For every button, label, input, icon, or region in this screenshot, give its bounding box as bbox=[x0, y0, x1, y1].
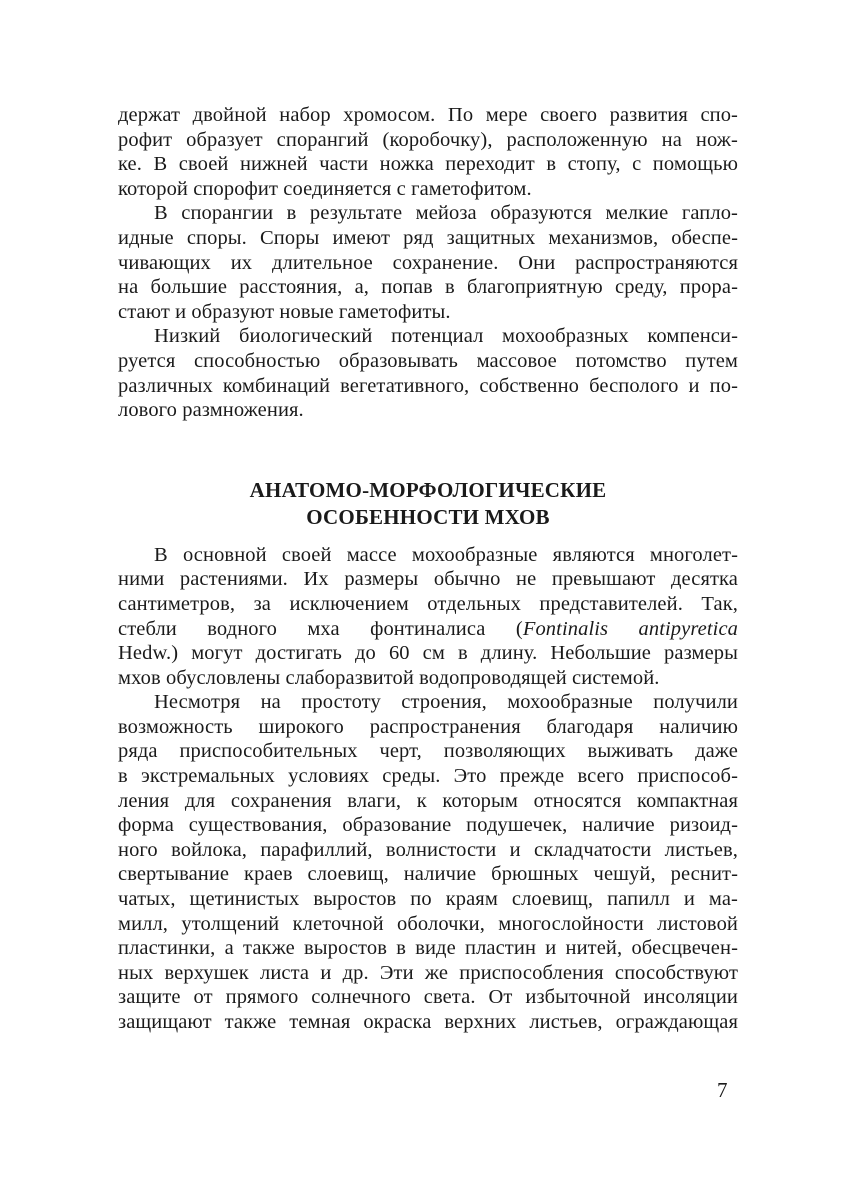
page-body bbox=[118, 103, 738, 1035]
text-line: идные споры. Споры имеют ряд защитных механизмов, обеспе- bbox=[118, 226, 738, 249]
text-line-with-latin-name bbox=[118, 617, 738, 642]
text-line: стают и образуют новые гаметофиты. bbox=[118, 300, 451, 323]
paragraph bbox=[118, 103, 738, 201]
text-fragment: стебли водного мха фонтиналиса ( bbox=[118, 617, 523, 640]
text-line: ке. В своей нижней части ножка переходит в стопу, с помощью bbox=[118, 153, 738, 176]
text-line: на большие расстояния, а, попав в благоприятную среду, прора- bbox=[118, 276, 738, 299]
paragraph bbox=[118, 201, 738, 324]
text-line: Hedw.) могут достигать до 60 см в длину. Небольшие размеры bbox=[118, 642, 738, 665]
text-line: ряда приспособительных черт, позволяющих выживать даже bbox=[118, 740, 738, 763]
text-line: держат двойной набор хромосом. По мере своего развития спо- bbox=[118, 104, 738, 126]
text-line: В спорангии в результате мейоза образуются мелкие гапло- bbox=[154, 202, 738, 225]
text-line: которой спорофит соединяется с гаметофитом. bbox=[118, 177, 532, 200]
heading-line: ОСОБЕННОСТИ МХОВ bbox=[306, 504, 550, 529]
page-number: 7 bbox=[717, 1078, 728, 1102]
text-line: Низкий биологический потенциал мохообразных компенси- bbox=[154, 325, 738, 348]
paragraph bbox=[118, 324, 738, 422]
text-line: ления для сохранения влаги, к которым относятся компактная bbox=[118, 789, 738, 812]
text-line: Несмотря на простоту строения, мохообразные получили bbox=[154, 691, 738, 714]
text-line: В основной своей массе мохообразные являются многолет- bbox=[154, 543, 738, 566]
text-line: пластинки, а также выростов в виде пластин и нитей, обесцвечен- bbox=[118, 937, 738, 960]
text-line: чатых, щетинистых выростов по краям слоевищ, папилл и ма- bbox=[118, 888, 738, 911]
text-line: мхов обусловлены слаборазвитой водопроводящей системой. bbox=[118, 666, 660, 689]
text-line: свертывание краев слоевищ, наличие брюшных чешуй, реснит- bbox=[118, 863, 738, 886]
text-line: сантиметров, за исключением отдельных представителей. Так, bbox=[118, 592, 738, 615]
text-line: возможность широкого распространения благодаря наличию bbox=[118, 715, 738, 738]
heading-line: АНАТОМО-МОРФОЛОГИЧЕСКИЕ bbox=[249, 477, 607, 502]
text-line: защите от прямого солнечного света. От избыточной инсоляции bbox=[118, 986, 738, 1009]
paragraph bbox=[118, 690, 738, 1034]
text-line: руется способностью образовывать массовое потомство путем bbox=[118, 349, 738, 372]
text-line: ного войлока, парафиллий, волнистости и складчатости листьев, bbox=[118, 838, 738, 861]
text-line: ними растениями. Их размеры обычно не превышают десятка bbox=[118, 568, 738, 591]
text-line: чивающих их длительное сохранение. Они распространяются bbox=[118, 251, 738, 274]
paragraph bbox=[118, 543, 738, 691]
text-line: различных комбинаций вегетативного, собственно бесполого и по- bbox=[118, 374, 738, 397]
text-line: лового размножения. bbox=[118, 399, 304, 422]
text-line: ных верхушек листа и др. Эти же приспособления способствуют bbox=[118, 961, 738, 984]
text-line: защищают также темная окраска верхних листьев, ограждающая bbox=[118, 1011, 738, 1033]
text-line: форма существования, образование подушечек, наличие ризоид- bbox=[118, 814, 738, 837]
section-heading bbox=[118, 477, 738, 531]
text-line: рофит образует спорангий (коробочку), расположенную на нож- bbox=[118, 128, 738, 151]
latin-species-name: Fontinalis antipyretica bbox=[522, 617, 738, 640]
text-line: в экстремальных условиях среды. Это прежде всего приспособ- bbox=[118, 765, 738, 788]
text-line: милл, утолщений клеточной оболочки, многослойности листовой bbox=[118, 912, 738, 935]
